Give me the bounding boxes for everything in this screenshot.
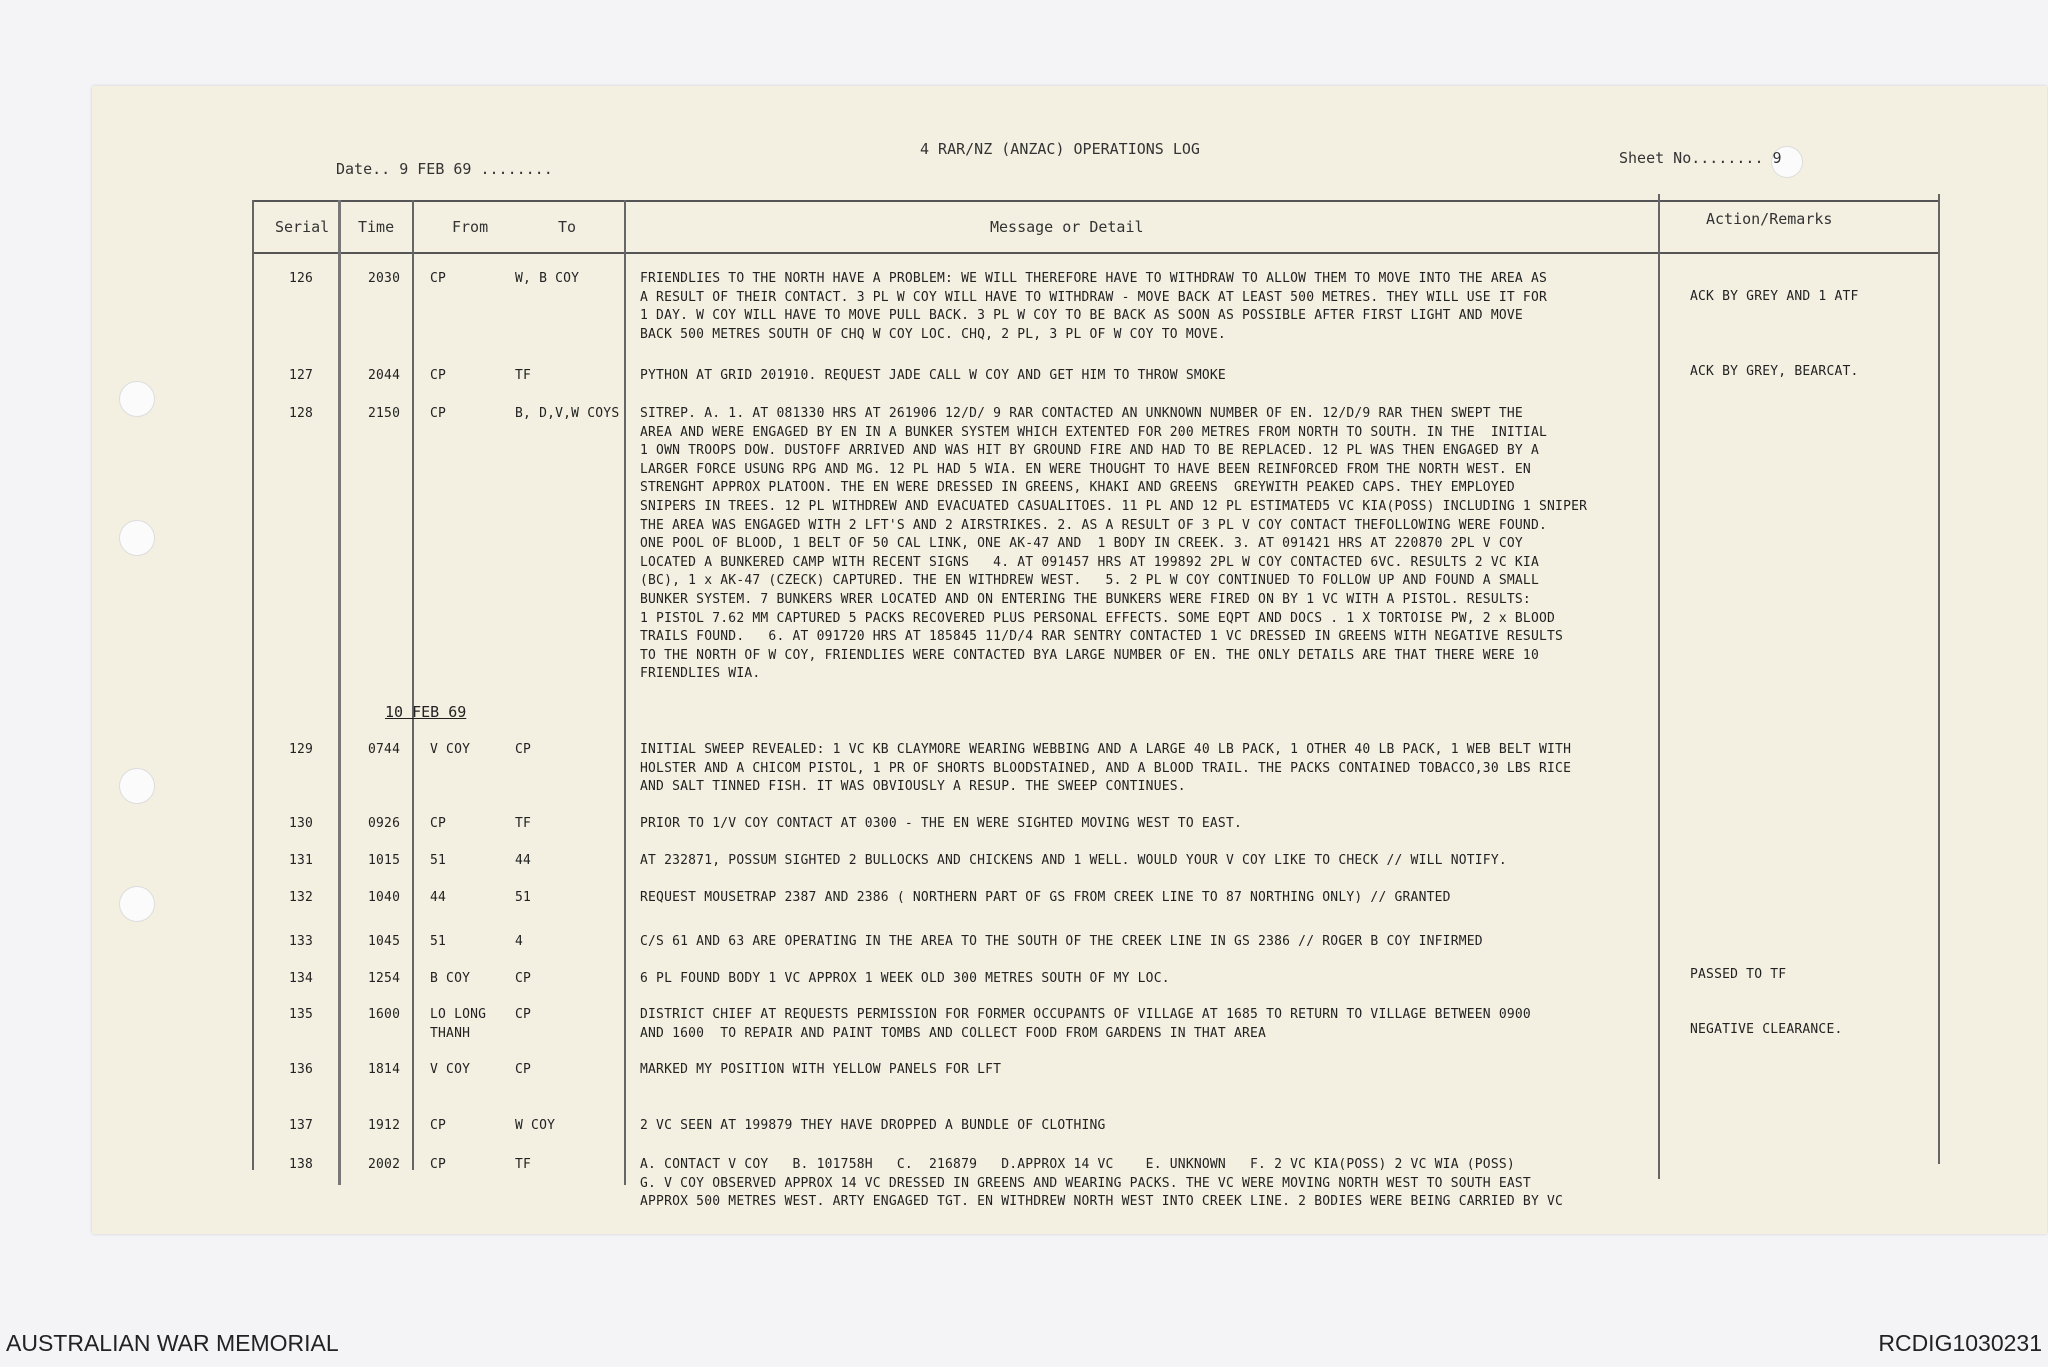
footer-archive-name: AUSTRALIAN WAR MEMORIAL bbox=[6, 1330, 339, 1356]
row-message: DISTRICT CHIEF AT REQUESTS PERMISSION FOR FORMER OCCUPANTS OF VILLAGE AT 1685 TO RETURN TO VILLAGE BETWEEN 0900 AND 1600 TO REPAIR AND PAINT TOMBS AND COLLECT FOOD FROM GARDENS IN THAT AREA bbox=[640, 1007, 1531, 1041]
column-rule bbox=[624, 200, 626, 1185]
column-header-serial: Serial bbox=[275, 218, 330, 236]
row-to: TF bbox=[515, 1157, 532, 1172]
row-from: V COY bbox=[430, 1062, 471, 1077]
row-message: PYTHON AT GRID 201910. REQUEST JADE CALL W COY AND GET HIM TO THROW SMOKE bbox=[640, 368, 1226, 383]
row-serial: 128 bbox=[289, 406, 314, 421]
row-from: LO LONG THANH bbox=[430, 1007, 487, 1041]
row-from: V COY bbox=[430, 742, 471, 757]
sheet-number: Sheet No........ 9 bbox=[1619, 149, 1782, 167]
row-message: REQUEST MOUSETRAP 2387 AND 2386 ( NORTHERN PART OF GS FROM CREEK LINE TO 87 NORTHING ONLY) // GRANTED bbox=[640, 890, 1451, 905]
column-header-to: To bbox=[558, 218, 577, 236]
row-serial: 132 bbox=[289, 890, 314, 905]
row-time: 2150 bbox=[368, 406, 401, 421]
row-time: 2044 bbox=[368, 368, 401, 383]
binder-hole bbox=[119, 381, 155, 417]
row-serial: 129 bbox=[289, 742, 314, 757]
row-message: C/S 61 AND 63 ARE OPERATING IN THE AREA TO THE SOUTH OF THE CREEK LINE IN GS 2386 // ROGER B COY INFIRMED bbox=[640, 934, 1483, 949]
row-serial: 136 bbox=[289, 1062, 314, 1077]
row-from: CP bbox=[430, 368, 447, 383]
footer-record-id: RCDIG1030231 bbox=[1878, 1330, 2042, 1356]
row-serial: 133 bbox=[289, 934, 314, 949]
row-remarks: NEGATIVE CLEARANCE. bbox=[1690, 1022, 1843, 1037]
log-title: 4 RAR/NZ (ANZAC) OPERATIONS LOG bbox=[920, 140, 1200, 158]
binder-hole bbox=[119, 768, 155, 804]
row-serial: 137 bbox=[289, 1118, 314, 1133]
header-rule bbox=[252, 252, 1940, 254]
table-top-rule bbox=[252, 200, 1940, 202]
column-header-from: From bbox=[452, 218, 489, 236]
row-time: 1254 bbox=[368, 971, 401, 986]
row-to: CP bbox=[515, 971, 532, 986]
row-to: CP bbox=[515, 742, 532, 757]
row-message: 6 PL FOUND BODY 1 VC APPROX 1 WEEK OLD 300 METRES SOUTH OF MY LOC. bbox=[640, 971, 1170, 986]
row-from: CP bbox=[430, 406, 447, 421]
row-serial: 134 bbox=[289, 971, 314, 986]
column-header-message: Message or Detail bbox=[990, 218, 1144, 236]
row-message: INITIAL SWEEP REVEALED: 1 VC KB CLAYMORE WEARING WEBBING AND A LARGE 40 LB PACK, 1 OTHER 40 LB PACK, 1 WEB BELT WITH HOLSTER AND A CHICOM PISTOL, 1 PR OF SHORTS BLOODSTAINED, AND A BLOOD TRAIL. THE PACKS CONTAINED TOBACCO,30 LBS RICE AND SALT TINNED FISH. IT WAS OBVIOUSLY A RESUP. THE SWEEP CONTINUES. bbox=[640, 742, 1572, 795]
row-serial: 131 bbox=[289, 853, 314, 868]
row-to: 44 bbox=[515, 853, 532, 868]
row-from: 51 bbox=[430, 934, 447, 949]
row-to: TF bbox=[515, 368, 532, 383]
row-from: CP bbox=[430, 271, 447, 286]
row-time: 1600 bbox=[368, 1007, 401, 1022]
row-message: A. CONTACT V COY B. 101758H C. 216879 D.APPROX 14 VC E. UNKNOWN F. 2 VC KIA(POSS) 2 VC WIA (POSS) G. V COY OBSERVED APPROX 14 VC DRESSED IN GREENS AND WEARING PACKS. THE VC WERE MOVING NORTH WEST TO SOUTH EAST APPROX 500 METRES WEST. ARTY ENGAGED TGT. EN WITHDREW NORTH WEST INTO CREEK LINE. 2 BODIES WERE BEING CARRIED BY VC bbox=[640, 1157, 1564, 1210]
row-to: TF bbox=[515, 816, 532, 831]
row-time: 0744 bbox=[368, 742, 401, 757]
row-serial: 138 bbox=[289, 1157, 314, 1172]
row-to: W COY bbox=[515, 1118, 556, 1133]
row-to: W, B COY bbox=[515, 271, 580, 286]
row-time: 2002 bbox=[368, 1157, 401, 1172]
row-to: CP bbox=[515, 1062, 532, 1077]
column-rule bbox=[252, 200, 254, 1170]
row-from: 51 bbox=[430, 853, 447, 868]
row-serial: 126 bbox=[289, 271, 314, 286]
row-from: CP bbox=[430, 816, 447, 831]
row-to: CP bbox=[515, 1007, 532, 1022]
column-rule bbox=[338, 200, 341, 1185]
row-from: B COY bbox=[430, 971, 471, 986]
column-rule bbox=[1938, 194, 1940, 1164]
row-message: SITREP. A. 1. AT 081330 HRS AT 261906 12/D/ 9 RAR CONTACTED AN UNKNOWN NUMBER OF EN. 12/D/9 RAR THEN SWEPT THE AREA AND WERE ENGAGED BY EN IN A BUNKER SYSTEM WHICH EXTENTED FOR 200 METRES FROM NORTH TO SOUTH. IN THE INITIAL 1 OWN TROOPS DOW. DUSTOFF ARRIVED AND WAS HIT BY GROUND FIRE AND HAD TO BE REPLACED. 12 PL WAS THEN ENGAGED BY A LARGER FORCE USUNG RPG AND MG. 12 PL HAD 5 WIA. EN WERE THOUGHT TO HAVE BEEN REINFORCED FROM THE NORTH WEST. EN STRENGHT APPROX PLATOON. THE EN WERE DRESSED IN GREENS, KHAKI AND GREENS GREYWITH PEAKED CAPS. THEY EMPLOYED SNIPERS IN TREES. 12 PL WITHDREW AND EVACUATED CASUALITOES. 11 PL AND 12 PL ESTIMATED5 VC KIA(POSS) INCLUDING 1 SNIPER THE AREA WAS ENGAGED WITH 2 LFT'S AND 2 AIRSTRIKES. 2. AS A RESULT OF 3 PL V COY CONTACT THEFOLLOWING WERE FOUND. ONE POOL OF BLOOD, 1 BELT OF 50 CAL LINK, ONE AK-47 AND 1 BODY IN CREEK. 3. AT 091421 HRS AT 220870 2PL V COY LOCATED A BUNKERED CAMP WITH RECENT SIGNS 4. AT 091457 HRS AT 199892 2PL W COY CONTACTED 6VC. RESULTS 2 VC KIA (BC), 1 x AK-47 (CZECK) CAPTURED. THE EN WITHDREW WEST. 5. 2 PL W COY CONTINUED TO FOLLOW UP AND FOUND A SMALL BUNKER SYSTEM. 7 BUNKERS WRER LOCATED AND ON ENTERING THE BUNKERS WERE FIRED ON BY 1 VC WITH A PISTOL. RESULTS: 1 PISTOL 7.62 MM CAPTURED 5 PACKS RECOVERED PLUS PERSONAL EFFECTS. SOME EQPT AND DOCS . 1 X TORTOISE PW, 2 x BLOOD TRAILS FOUND. 6. AT 091720 HRS AT 185845 11/D/4 RAR SENTRY CONTACTED 1 VC DRESSED IN GREENS WITH NEGATIVE RESULTS TO THE NORTH OF W COY, FRIENDLIES WERE CONTACTED BYA LARGE NUMBER OF EN. THE ONLY DETAILS ARE THAT THERE WERE 10 FRIENDLIES WIA. bbox=[640, 406, 1588, 682]
row-from: CP bbox=[430, 1157, 447, 1172]
row-time: 1912 bbox=[368, 1118, 401, 1133]
row-to: 4 bbox=[515, 934, 524, 949]
row-to: 51 bbox=[515, 890, 532, 905]
row-from: 44 bbox=[430, 890, 447, 905]
column-header-time: Time bbox=[358, 218, 395, 236]
row-from: CP bbox=[430, 1118, 447, 1133]
row-serial: 135 bbox=[289, 1007, 314, 1022]
row-time: 1045 bbox=[368, 934, 401, 949]
log-date: Date.. 9 FEB 69 ........ bbox=[336, 160, 553, 178]
column-header-remarks: Action/Remarks bbox=[1706, 210, 1833, 228]
row-message: MARKED MY POSITION WITH YELLOW PANELS FOR LFT bbox=[640, 1062, 1002, 1077]
row-time: 1015 bbox=[368, 853, 401, 868]
row-message: PRIOR TO 1/V COY CONTACT AT 0300 - THE EN WERE SIGHTED MOVING WEST TO EAST. bbox=[640, 816, 1242, 831]
row-time: 2030 bbox=[368, 271, 401, 286]
binder-hole bbox=[119, 520, 155, 556]
date-separator: 10 FEB 69 bbox=[385, 703, 467, 721]
row-remarks: ACK BY GREY AND 1 ATF bbox=[1690, 289, 1859, 304]
row-time: 0926 bbox=[368, 816, 401, 831]
row-remarks: ACK BY GREY, BEARCAT. bbox=[1690, 364, 1859, 379]
binder-hole bbox=[119, 886, 155, 922]
row-to: B, D,V,W COYS bbox=[515, 406, 620, 421]
column-rule bbox=[1658, 194, 1660, 1179]
row-message: AT 232871, POSSUM SIGHTED 2 BULLOCKS AND CHICKENS AND 1 WELL. WOULD YOUR V COY LIKE TO CHECK // WILL NOTIFY. bbox=[640, 853, 1507, 868]
row-time: 1040 bbox=[368, 890, 401, 905]
row-serial: 127 bbox=[289, 368, 314, 383]
row-message: 2 VC SEEN AT 199879 THEY HAVE DROPPED A BUNDLE OF CLOTHING bbox=[640, 1118, 1106, 1133]
row-remarks: PASSED TO TF bbox=[1690, 967, 1787, 982]
column-rule bbox=[412, 200, 414, 1170]
row-message: FRIENDLIES TO THE NORTH HAVE A PROBLEM: WE WILL THEREFORE HAVE TO WITHDRAW TO ALLOW THEM TO MOVE INTO THE AREA AS A RESULT OF THEIR CONTACT. 3 PL W COY WILL HAVE TO WITHDRAW - MOVE BACK AT LEAST 500 METRES. THEY WILL USE IT FOR 1 DAY. W COY WILL HAVE TO MOVE PULL BACK. 3 PL W COY TO BE BACK AS SOON AS POSSIBLE AFTER FIRST LIGHT AND MOVE BACK 500 METRES SOUTH OF CHQ W COY LOC. CHQ, 2 PL, 3 PL OF W COY TO MOVE. bbox=[640, 271, 1548, 342]
row-serial: 130 bbox=[289, 816, 314, 831]
row-time: 1814 bbox=[368, 1062, 401, 1077]
